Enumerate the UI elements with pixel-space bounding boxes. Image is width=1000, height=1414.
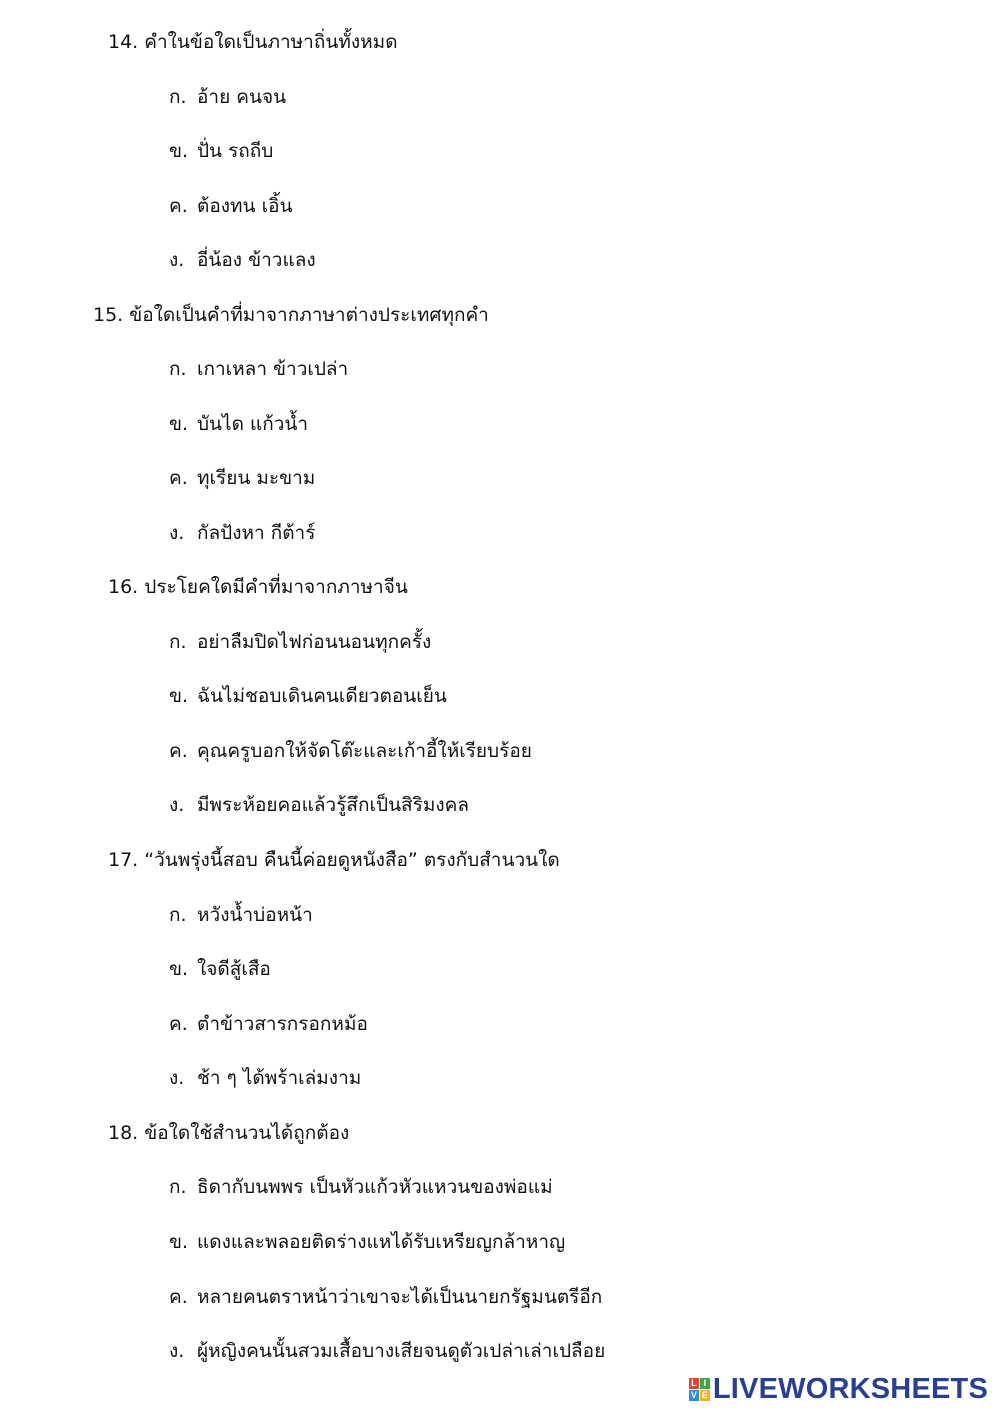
question-14-option-b[interactable] — [169, 139, 273, 163]
option-letter: ก. — [169, 904, 187, 926]
question-14-option-c[interactable] — [169, 194, 292, 218]
option-letter: ง. — [169, 794, 185, 816]
option-letter: ค. — [169, 740, 188, 762]
question-16-option-c[interactable] — [169, 739, 532, 763]
option-text: ตำข้าวสารกรอกหม้อ — [197, 1013, 368, 1035]
logo-letter: L — [689, 1378, 699, 1389]
option-text: ธิดากับนพพร เป็นหัวแก้วหัวแหวนของพ่อแม่ — [197, 1176, 553, 1198]
option-letter: ค. — [169, 1013, 188, 1035]
option-letter: ข. — [169, 140, 189, 162]
option-letter: ง. — [169, 249, 185, 271]
question-16-option-d[interactable] — [169, 793, 469, 817]
liveworksheets-wordmark: LIVEWORKSHEETS — [712, 1373, 988, 1405]
option-letter: ข. — [169, 685, 189, 707]
question-17-option-d[interactable] — [169, 1066, 361, 1090]
question-15-option-c[interactable] — [169, 466, 315, 490]
option-letter: ก. — [169, 86, 187, 108]
option-letter: ง. — [169, 1340, 185, 1362]
option-letter: ค. — [169, 195, 188, 217]
option-text: หลายคนตราหน้าว่าเขาจะได้เป็นนายกรัฐมนตรีอีก — [197, 1286, 603, 1308]
option-letter: ข. — [169, 958, 189, 980]
question-17-option-b[interactable] — [169, 957, 271, 981]
question-16-option-a[interactable] — [169, 630, 431, 654]
logo-letter: I — [700, 1378, 710, 1389]
option-text: หวังน้ำบ่อหน้า — [197, 904, 313, 926]
question-14: 14. คำในข้อใดเป็นภาษาถิ่นทั้งหมด — [108, 31, 398, 53]
question-18-option-d[interactable] — [169, 1339, 605, 1363]
option-text: มีพระห้อยคอแล้วรู้สึกเป็นสิริมงคล — [197, 794, 470, 816]
question-18-option-b[interactable] — [169, 1230, 565, 1254]
question-16: 16. ประโยคใดมีคำที่มาจากภาษาจีน — [108, 576, 408, 598]
question-14-option-d[interactable] — [169, 248, 316, 272]
option-text: ใจดีสู้เสือ — [197, 958, 271, 980]
liveworksheets-watermark — [689, 1372, 988, 1406]
logo-letter: V — [690, 1389, 697, 1400]
option-text: อย่าลืมปิดไฟก่อนนอนทุกครั้ง — [197, 631, 432, 653]
question-17-option-c[interactable] — [169, 1012, 368, 1036]
option-text: บันได แก้วน้ำ — [197, 413, 309, 435]
option-text: ต้องทน เอิ้น — [197, 195, 293, 217]
question-17: 17. “วันพรุ่งนี้สอบ คืนนี้ค่อยดูหนังสือ” ตรงกับสำนวนใด — [108, 849, 560, 871]
option-letter: ก. — [169, 358, 187, 380]
option-letter: ง. — [169, 1067, 185, 1089]
question-18-option-c[interactable] — [169, 1285, 602, 1309]
option-text: ทุเรียน มะขาม — [197, 467, 316, 489]
option-letter: ข. — [169, 413, 189, 435]
question-16-option-b[interactable] — [169, 684, 447, 708]
question-18-option-a[interactable] — [169, 1175, 553, 1199]
question-14-option-a[interactable] — [169, 85, 286, 109]
option-text: เกาเหลา ข้าวเปล่า — [197, 358, 349, 380]
option-text: แดงและพลอยติดร่างแหได้รับเหรียญกล้าหาญ — [197, 1231, 566, 1253]
option-letter: ค. — [169, 467, 188, 489]
option-text: คุณครูบอกให้จัดโต๊ะและเก้าอี้ให้เรียบร้อย — [197, 740, 532, 762]
option-text: ปั่น รถถีบ — [197, 140, 274, 162]
option-text: ผู้หญิงคนนั้นสวมเสื้อบางเสียจนดูตัวเปล่าเล่าเปลือย — [197, 1340, 606, 1362]
liveworksheets-logo-icon — [689, 1378, 710, 1401]
option-letter: ง. — [169, 522, 185, 544]
question-18: 18. ข้อใดใช้สำนวนได้ถูกต้อง — [108, 1122, 350, 1144]
option-text: ฉันไม่ชอบเดินคนเดียวตอนเย็น — [197, 685, 447, 707]
question-17-option-a[interactable] — [169, 903, 313, 927]
option-text: อี่น้อง ข้าวแลง — [197, 249, 316, 271]
question-15-option-b[interactable] — [169, 412, 308, 436]
option-text: อ้าย คนจน — [197, 86, 287, 108]
question-15-option-d[interactable] — [169, 521, 315, 545]
question-15-option-a[interactable] — [169, 357, 348, 381]
option-text: กัลปังหา กีต้าร์ — [197, 522, 316, 544]
logo-letter: E — [701, 1389, 708, 1400]
option-text: ช้า ๆ ได้พร้าเล่มงาม — [197, 1067, 362, 1089]
option-letter: ค. — [169, 1286, 188, 1308]
option-letter: ก. — [169, 631, 187, 653]
question-15: 15. ข้อใดเป็นคำที่มาจากภาษาต่างประเทศทุกคำ — [93, 304, 489, 326]
option-letter: ก. — [169, 1176, 187, 1198]
option-letter: ข. — [169, 1231, 189, 1253]
